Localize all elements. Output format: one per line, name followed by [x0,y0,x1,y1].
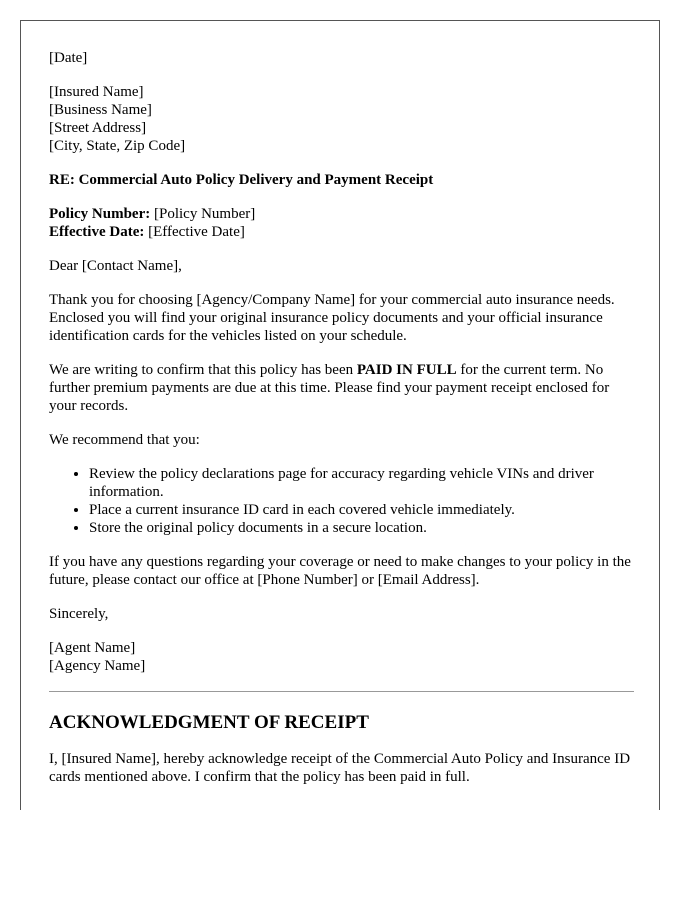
salutation: Dear [Contact Name], [49,258,182,274]
business-name: [Business Name] [49,102,152,118]
policy-details [49,205,634,241]
paid-text-before: We are writing to confirm that this policy has been [49,362,357,378]
section-divider [49,691,634,692]
letter-page [20,20,660,810]
recommend-intro: We recommend that you: [49,432,200,448]
closing: Sincerely, [49,606,109,622]
city-state-zip: [City, State, Zip Code] [49,138,186,154]
policy-number-value: [Policy Number] [153,206,256,222]
subject-line: RE: Commercial Auto Policy Delivery and Payment Receipt [49,172,434,188]
effective-date-line [49,223,634,241]
list-item: • Review the policy declarations page for accuracy regarding vehicle VINs and driver information. [89,465,634,501]
paid-in-full-emphasis: PAID IN FULL [356,362,457,378]
effective-date-label: Effective Date: [49,224,145,240]
letter-content [49,49,634,802]
paid-text-after: for the current term. No further premium payments are due at this time. Please find your payment receipt enclosed for your records. [49,362,610,414]
recommendations-list [49,465,634,537]
paragraph-paid-in-full [49,361,634,415]
acknowledgment-heading: ACKNOWLEDGMENT OF RECEIPT [49,712,369,733]
list-item: • Store the original policy documents in a secure location. [89,519,634,537]
recipient-address [49,83,634,155]
effective-date-value: [Effective Date] [148,224,245,240]
letter-date: [Date] [49,50,88,66]
agency-name: [Agency Name] [49,658,146,674]
insured-name: [Insured Name] [49,84,144,100]
paragraph-contact: If you have any questions regarding your coverage or need to make changes to your policy in the future, please contact our office at [Phone Number] or [Email Address]. [49,554,631,588]
list-item: • Place a current insurance ID card in each covered vehicle immediately. [89,501,634,519]
agent-name: [Agent Name] [49,640,136,656]
policy-number-label: Policy Number: [49,206,151,222]
policy-number-line [49,205,634,223]
street-address: [Street Address] [49,120,147,136]
signature-block [49,639,634,675]
paragraph-thank-you: Thank you for choosing [Agency/Company Name] for your commercial auto insurance needs. Enclosed you will find your original insurance policy documents and your official insurance identification cards for the vehicles listed on your schedule. [49,292,615,344]
acknowledgment-text: I, [Insured Name], hereby acknowledge receipt of the Commercial Auto Policy and Insurance ID cards mentioned above. I confirm that the policy has been paid in full. [49,751,631,785]
